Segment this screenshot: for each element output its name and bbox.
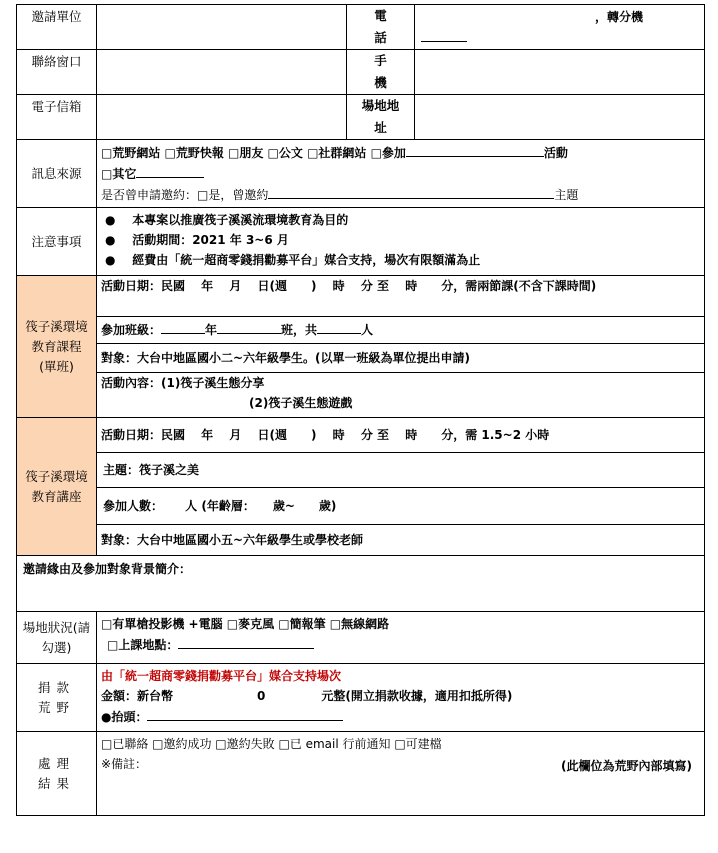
label-invite-unit: 邀請單位 — [17, 5, 97, 50]
process-remarks[interactable]: ※備註： — [101, 757, 148, 771]
row-invite — [17, 5, 705, 50]
field-invite-unit[interactable] — [97, 5, 347, 50]
label-venue-address: 場地地址 — [347, 95, 415, 140]
venue-options[interactable]: □有單槍投影機 +電腦 □麥克風 □簡報筆 □無線網路 — [101, 617, 390, 631]
donate-title-blank[interactable] — [147, 706, 343, 721]
label-contact: 聯絡窗口 — [17, 50, 97, 95]
course-date[interactable]: 活動日期：民國 年 月 日(週 ) 時 分 至 時 分，需兩節課(不含下課時間) — [101, 279, 597, 293]
label-notes: 注意事項 — [17, 208, 97, 276]
ext-label: ，轉分機 — [595, 10, 644, 24]
field-contact[interactable] — [97, 50, 347, 95]
course-classes[interactable]: 參加班級： 年 班，共 人 — [97, 316, 704, 343]
label-source: 訊息來源 — [17, 140, 97, 208]
label-donate: 捐款荒野 — [17, 664, 97, 732]
source-previous[interactable]: 是否曾申請邀約：□是，曾邀約 — [101, 188, 269, 202]
donate-title[interactable]: ●抬頭： — [101, 710, 148, 724]
label-phone: 電話 — [347, 5, 415, 50]
ext-blank[interactable] — [421, 27, 467, 42]
field-venue-address[interactable] — [415, 95, 705, 140]
note-item: ● 活動期間：2021 年 3~6 月 — [105, 233, 289, 247]
donate-amount: 金額：新台幣 0 元整(開立捐款收據，適用扣抵所得) — [101, 689, 513, 703]
source-activity-label: 活動 — [543, 146, 568, 160]
note-item: ● 經費由「統一超商零錢捐勸募平台」媒合支持，場次有限額滿為止 — [105, 253, 481, 267]
source-activity-blank[interactable] — [406, 142, 544, 157]
row-course — [17, 276, 705, 418]
field-phone[interactable] — [415, 5, 705, 50]
row-source — [17, 140, 705, 208]
source-other-blank[interactable] — [136, 163, 204, 178]
source-other-option[interactable]: □其它 — [101, 167, 137, 181]
field-source — [97, 140, 705, 208]
row-contact — [17, 50, 705, 95]
notes-list — [97, 208, 705, 276]
label-lecture: 筏子溪環境教育講座 — [17, 418, 97, 556]
label-venue: 場地狀況(請勾選) — [17, 612, 97, 664]
course-content: 活動內容：(1)筏子溪生態分享 (2)筏子溪生態遊戲 — [97, 372, 704, 417]
row-reason — [17, 556, 705, 612]
application-form-table — [16, 4, 705, 816]
row-email — [17, 95, 705, 140]
venue-place-blank[interactable] — [178, 634, 314, 649]
course-target: 對象：大台中地區國小二~六年級學生。(以單一班級為單位提出申請) — [97, 343, 704, 372]
field-reason[interactable]: 邀請緣由及參加對象背景簡介： — [17, 556, 705, 612]
row-notes — [17, 208, 705, 276]
row-donate — [17, 664, 705, 732]
source-theme-label: 主題 — [554, 188, 579, 202]
lecture-count[interactable]: 參加人數： 人 (年齡層： 歲~ 歲) — [97, 487, 704, 524]
label-email: 電子信箱 — [17, 95, 97, 140]
process-options[interactable]: □已聯絡 □邀約成功 □邀約失敗 □已 email 行前通知 □可建檔 — [101, 737, 442, 751]
row-venue — [17, 612, 705, 664]
field-email[interactable] — [97, 95, 347, 140]
label-course: 筏子溪環境教育課程(單班) — [17, 276, 97, 418]
lecture-target: 對象：大台中地區國小五~六年級學生或學校老師 — [97, 524, 704, 555]
field-mobile[interactable] — [415, 50, 705, 95]
label-mobile: 手機 — [347, 50, 415, 95]
source-theme-blank[interactable] — [268, 184, 554, 199]
source-options[interactable]: □荒野網站 □荒野快報 □朋友 □公文 □社群網站 □參加 — [101, 146, 406, 160]
lecture-date[interactable]: 活動日期：民國 年 月 日(週 ) 時 分 至 時 分，需 1.5~2 小時 — [101, 428, 550, 442]
row-process — [17, 732, 705, 816]
row-lecture — [17, 418, 705, 556]
venue-place[interactable]: □上課地點： — [107, 638, 179, 652]
note-item: ● 本專案以推廣筏子溪溪流環境教育為目的 — [105, 213, 349, 227]
process-internal-note: (此欄位為荒野內部填寫) — [561, 759, 692, 773]
label-process: 處理結果 — [17, 732, 97, 816]
lecture-theme: 主題：筏子溪之美 — [97, 452, 704, 487]
donate-sponsor: 由「統一超商零錢捐勸募平台」媒合支持場次 — [101, 669, 342, 683]
